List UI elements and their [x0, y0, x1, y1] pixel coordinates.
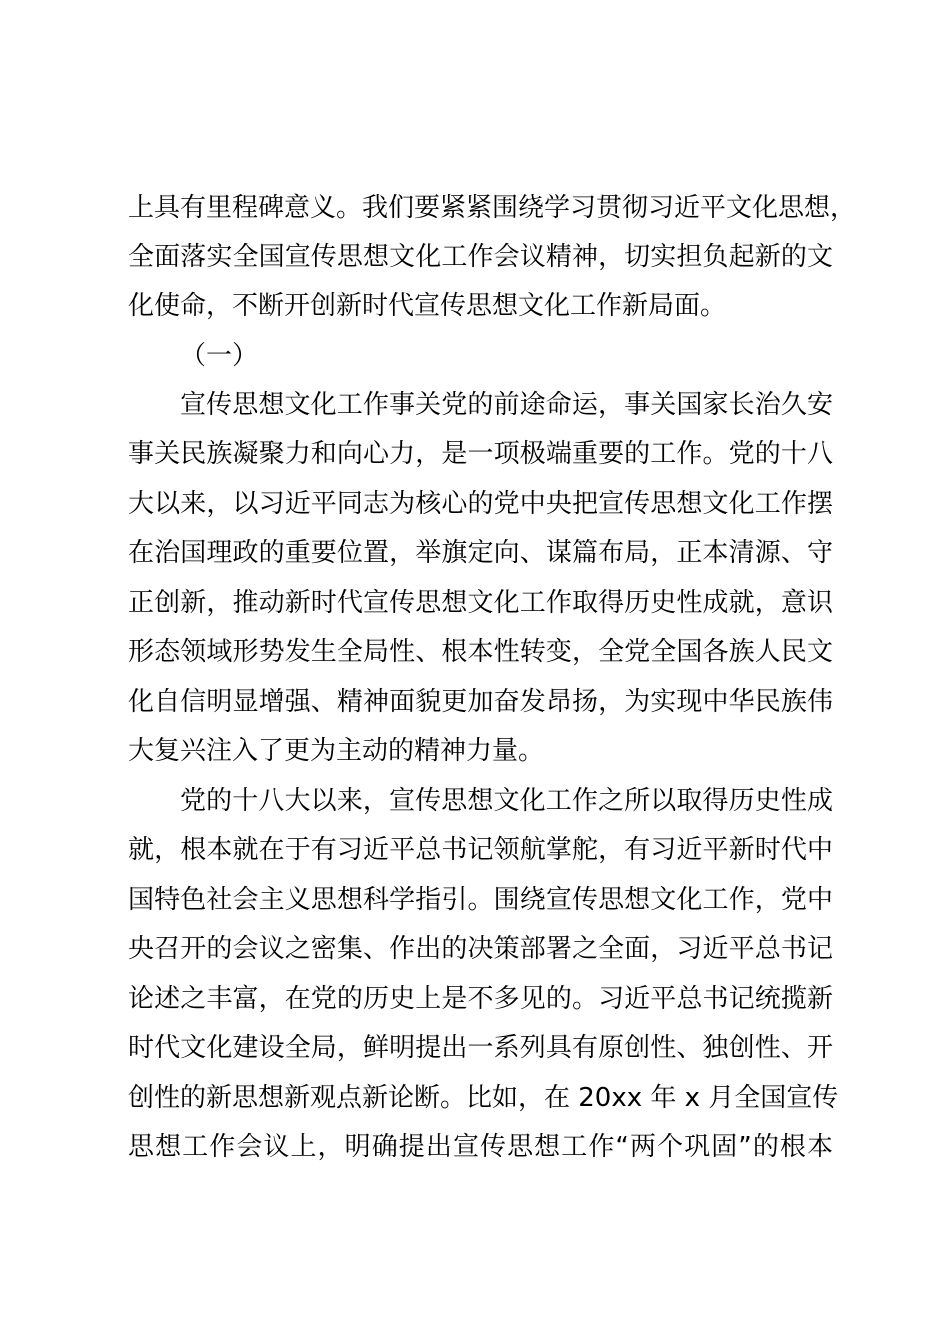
- text-line: 全面落实全国宣传思想文化工作会议精神，切实担负起新的文: [128, 242, 833, 272]
- text-line: 大以来，以习近平同志为核心的党中央把宣传思想文化工作摆: [128, 489, 833, 519]
- text-line: 在治国理政的重要位置，举旗定向、谋篇布局，正本清源、守: [128, 538, 833, 568]
- text-line: 正创新，推动新时代宣传思想文化工作取得历史性成就，意识: [128, 588, 833, 618]
- text-line: 事关民族凝聚力和向心力，是一项极端重要的工作。党的十八: [128, 439, 833, 469]
- text-line: 大复兴注入了更为主动的精神力量。: [128, 736, 545, 766]
- paragraph-first-line: 党的十八大以来，宣传思想文化工作之所以取得历史性成: [180, 786, 833, 816]
- paragraph-first-line: 宣传思想文化工作事关党的前途命运，事关国家长治久安: [180, 390, 833, 420]
- text-line: 就，根本就在于有习近平总书记领航掌舵，有习近平新时代中: [128, 835, 833, 865]
- section-heading: （一）: [180, 341, 259, 371]
- text-line: 形态领域形势发生全局性、根本性转变，全党全国各族人民文: [128, 637, 833, 667]
- text-line: 论述之丰富，在党的历史上是不多见的。习近平总书记统揽新: [128, 984, 833, 1014]
- text-line: 化使命，不断开创新时代宣传思想文化工作新局面。: [128, 291, 727, 321]
- text-line: 化自信明显增强、精神面貌更加奋发昂扬，为实现中华民族伟: [128, 687, 833, 717]
- text-line: 创性的新思想新观点新论断。比如，在 20xx 年 x 月全国宣传: [128, 1083, 839, 1113]
- text-line: 思想工作会议上，明确提出宣传思想工作“两个巩固”的根本: [128, 1132, 833, 1162]
- text-line: 国特色社会主义思想科学指引。围绕宣传思想文化工作，党中: [128, 885, 833, 915]
- text-line: 上具有里程碑意义。我们要紧紧围绕学习贯彻习近平文化思想，: [128, 193, 857, 223]
- text-line: 央召开的会议之密集、作出的决策部署之全面，习近平总书记: [128, 934, 833, 964]
- text-line: 时代文化建设全局，鲜明提出一系列具有原创性、独创性、开: [128, 1033, 833, 1063]
